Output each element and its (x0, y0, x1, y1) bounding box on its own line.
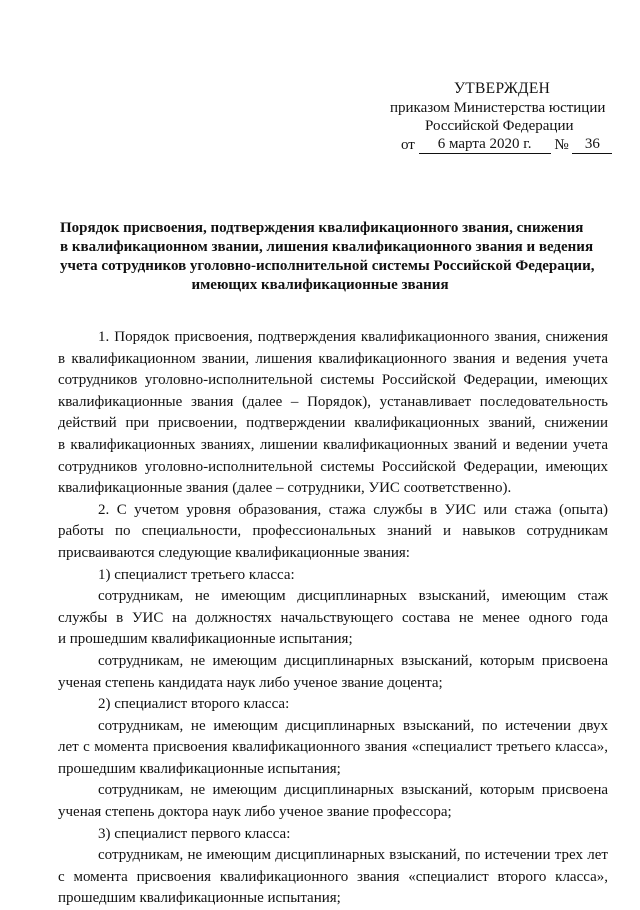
body-line: в квалификационных званиях, лишении квалификационных званий и ведении учета (58, 436, 608, 453)
body-line: сотрудникам, не имеющим дисциплинарных взысканий, которым присвоена (98, 652, 608, 669)
body-line: лет с момента присвоения квалификационного звания «специалист третьего класса», (58, 739, 608, 756)
document-title (60, 219, 595, 295)
title-line: в квалификационном звании, лишения квалификационного звания и ведения (60, 239, 594, 255)
body-line: сотрудников уголовно-исполнительной системы Российской Федерации, имеющих (58, 458, 608, 475)
body-line: прошедшим квалификационные испытания; (58, 890, 341, 907)
approval-country: Российской Федерации (425, 118, 574, 134)
body-line: квалификационные звания (далее – Порядок), устанавливает последовательность (58, 393, 608, 410)
body-line: ученая степень доктора наук либо ученое звание профессора; (58, 804, 452, 821)
approval-issuer: приказом Министерства юстиции (390, 100, 606, 116)
body-line: прошедшим квалификационные испытания; (58, 760, 341, 777)
body-line: сотрудников уголовно-исполнительной системы Российской Федерации, имеющих (58, 372, 608, 389)
title-line: имеющих квалификационные звания (191, 277, 449, 293)
approval-title: УТВЕРЖДЕН (454, 80, 551, 97)
body-line: сотрудникам, не имеющим дисциплинарных взысканий, имеющим стаж (98, 588, 608, 605)
body-line: 2) специалист второго класса: (98, 696, 290, 713)
body-line: 2. С учетом уровня образования, стажа службы в УИС или стажа (опыта) (98, 501, 608, 518)
approval-date-line (401, 137, 612, 155)
body-line: работы по специальности, профессиональных знаний и навыков сотрудникам (58, 523, 608, 540)
body-line: ученая степень кандидата наук либо ученое звание доцента; (58, 674, 443, 691)
body-line: с момента присвоения квалификационного звания «специалист второго класса», (58, 868, 608, 885)
body-line: 3) специалист первого класса: (98, 825, 291, 842)
document-body (58, 327, 608, 910)
date-prefix: от (401, 137, 415, 153)
body-line: и прошедшим квалификационные испытания; (58, 631, 353, 648)
body-line: сотрудникам, не имеющим дисциплинарных взысканий, по истечении двух (98, 717, 608, 734)
body-line: 1. Порядок присвоения, подтверждения квалификационного звания, снижения (98, 329, 608, 345)
body-line: сотрудникам, не имеющим дисциплинарных взысканий, по истечении трех лет (98, 847, 608, 864)
body-line: присваиваются следующие квалификационные звания: (58, 544, 410, 561)
title-line: учета сотрудников уголовно-исполнительной системы Российской Федерации, (60, 258, 595, 274)
body-line: сотрудникам, не имеющим дисциплинарных взысканий, которым присвоена (98, 782, 608, 799)
approval-number: 36 (572, 136, 612, 154)
body-line: действий при присвоении, подтверждении квалификационных званий, снижении (58, 415, 608, 432)
approval-date: 6 марта 2020 г. (419, 136, 551, 154)
body-line: 1) специалист третьего класса: (98, 566, 295, 583)
body-line: службы в УИС на должностях начальствующего состава не менее одного года (58, 609, 608, 626)
title-line: Порядок присвоения, подтверждения квалификационного звания, снижения (60, 220, 584, 236)
body-line: в квалификационном звании, лишения квалификационного звания и ведения учета (58, 350, 608, 367)
number-prefix: № (554, 137, 569, 153)
body-line: квалификационные звания (далее – сотрудники, УИС соответственно). (58, 480, 512, 497)
